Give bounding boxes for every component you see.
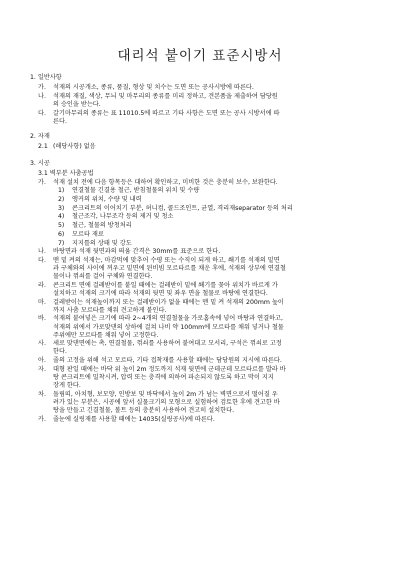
item-text: (해당사항) 없음 [53,143,96,150]
item-text: 갈기마무리의 종류는 표 11010.5에 따르고 기타 사항은 도면 또는 공사 시방서에 따 [53,109,280,117]
item-label: 다. [38,109,46,117]
item-text: 석재의 재질, 색상, 무늬 및 마무리의 종류를 미리 정하고, 견본품을 제출하여 담당원 [53,92,278,100]
item-label: 라. [38,281,46,289]
item-text: 콘크리트의 이어치기 부분, 허니컴, 콜드조인트, 균열, 격리재separator 등의 처리 [72,204,293,212]
item-label: 카. [38,415,46,423]
item-text: 탕을 만들고 긴결철물, 볼트 등의 충분히 사용하여 견고히 설치한다. [53,406,235,414]
item-text: 철근, 철물의 방청처리 [72,222,132,230]
item-text: 앵커의 위치, 수량 및 내력 [72,196,142,203]
section-heading: 3. 시공 [30,160,50,167]
item-text: 물이나 꺾쇠를 걸어 구체와 연결한다. [53,273,153,281]
item-label: 2.1 [38,143,48,150]
item-label: 3) [58,204,65,212]
item-label: 아. [38,357,46,365]
item-label: 가. [38,84,46,91]
item-text: 탕 콘크리트에 밀착시켜, 압력 또는 충격에 의하여 파손되지 않도록 하고 막이 지지 [53,373,274,381]
item-text: 까지 사춤 모르타를 채워 견고하게 붙인다. [53,306,167,314]
item-label: 나. [38,248,46,256]
item-text: 주위에만 모르타를 채워 넣어 고정한다. [53,331,159,339]
item-text: 철근조각, 나무조각 등의 제거 및 청소 [72,213,174,221]
item-text: 걸레받이는 석재높이까지 또는 걸레받이가 없을 때에는 맨 밑 켜 석재의 200mm 높이 [53,298,284,306]
item-label: 사. [38,340,46,348]
item-text: 지지틀의 상태 및 강도 [72,239,132,247]
item-label: 5) [58,222,65,230]
item-label: 차. [38,390,46,398]
item-label: 가. [38,178,46,186]
item-text: 장게 한다. [53,382,81,389]
item-text: 맨 밑 켜의 석재는, 마감먹에 맞추어 수평 또는 수직이 되게 하고, 쐐기를 석재의 밑면 [53,256,280,264]
item-text: 콘크리트 면에 걸레받이를 붙일 때에는 걸레받이 밑에 쐐기를 꽂아 위치가 바르게 가 [53,281,278,289]
item-label: 1) [58,187,65,195]
item-text: 바탕면과 석재 뒷면과의 띄움 간격은 30mm를 표준으로 한다. [53,248,221,256]
item-label: 마. [38,298,46,306]
item-label: 자. [38,365,46,373]
item-text: 른다. [53,117,67,125]
item-text: 세로 맞댄면에는 촉, 연결철물, 꺾쇠를 사용하여 붙여대고 모서리, 구석은 꺾쇠로 고정 [53,340,282,348]
item-label: 나. [38,92,46,100]
item-text: 설치하고 석재의 크기에 따라 석재의 뒷면 및 좌우 면을 철물로 바탕에 연결한다. [53,289,268,297]
subsection-heading: 3.1 벽부분 사춤공법 [38,170,94,177]
item-label: 다. [38,256,46,264]
item-text: 석재 설치 전에 다음 항목등은 대하여 확인하고, 미비한 것은 충분히 보수, 보완한다. [53,178,278,186]
item-text: 줄눈에 실링재를 사용할 때에는 14035(실링공사)에 따른다. [53,415,215,423]
item-label: 6) [58,230,65,238]
item-text: 석재의 위에서 가로맞댄의 상하에 걸쳐 나비 약 100mm에 모르타를 채워 넣거나 철물 [53,323,284,331]
item-text: 모르타 재료 [72,230,104,238]
item-text: 석재의 붙여넣은 크기에 따라 2~4개의 연결철물을 가로홈속에 넣어 바탕과 연결하고, [53,315,283,323]
section-heading: 1. 일반사항 [30,74,62,81]
item-text: 돌림띠, 아치형, 보모양, 인방보 및 바닥에서 높이 2m 가 넘는 벽면으로서 떨어질 우 [53,390,278,398]
item-text: 과 구체와의 사이에 꺼우고 밑면에 된비빔 모르타르를 채운 후에, 석재의 상부에 연결철 [53,265,286,272]
item-label: 바. [38,315,46,323]
section-heading: 2. 자재 [30,133,50,140]
item-text: 대형 판일 때에는 바닥 위 높이 2m 정도까지 석재 뒷면에 군데군데 모르타르를 발라 바 [53,365,286,373]
item-label: 7) [58,239,65,247]
page-title: 대리석 붙이기 표준시방서 [117,48,283,64]
item-label: 4) [58,213,65,221]
item-text: 줄의 고정을 위해 석고 모르타, 기타 접착재를 사용할 때에는 담당원의 지시에 따른다. [53,357,282,365]
item-text: 한다. [53,348,67,356]
item-text: 연결철물 긴결용 철근, 받침철물의 위치 및 수량 [72,187,200,195]
item-text: 의 승인을 받는다. [53,100,101,108]
item-text: 석재의 시공개소, 종류, 품질, 형상 및 치수는 도면 또는 공사시방에 따른다. [53,84,254,91]
item-text: 려가 있는 부분은, 시공에 앞서 실물크기의 모형으로 실험하여 검토한 후에 견고한 바 [53,398,280,406]
item-label: 2) [58,196,65,203]
